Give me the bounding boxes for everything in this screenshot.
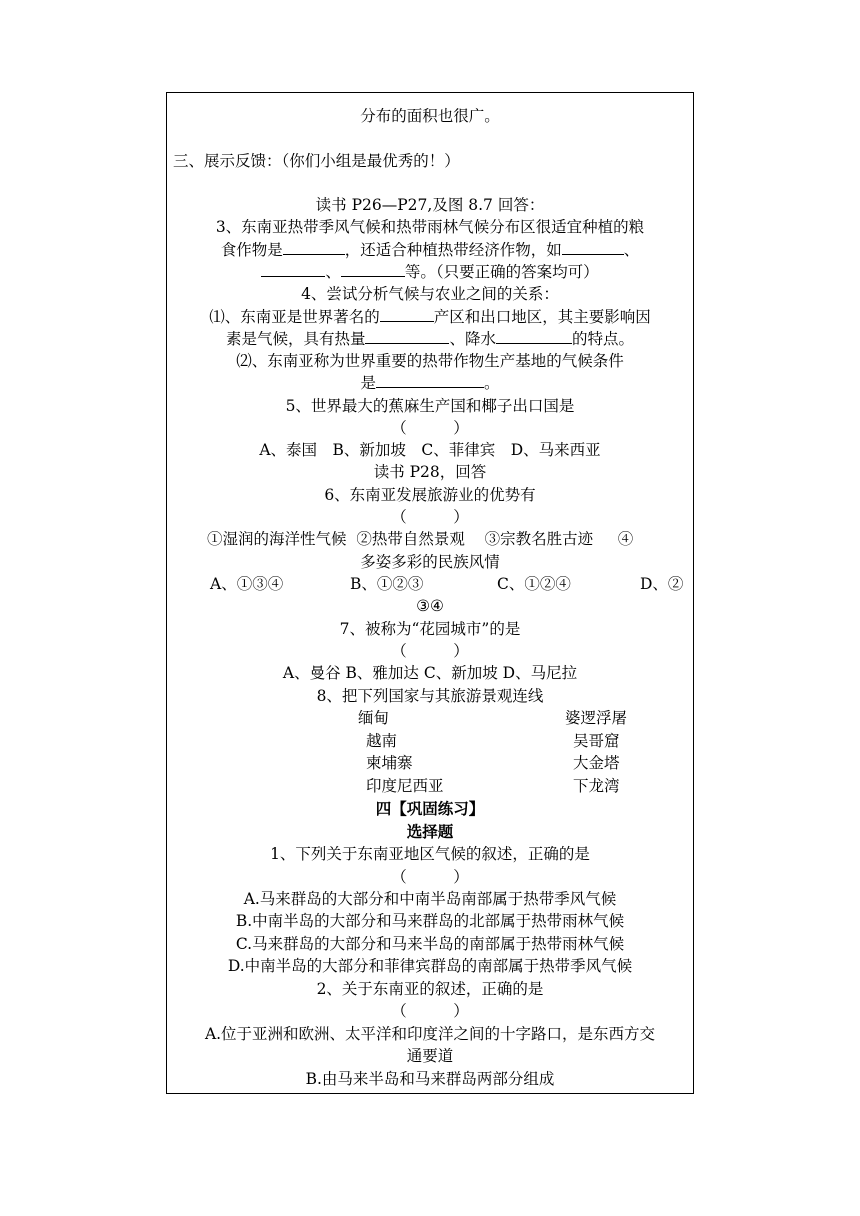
q4-part1-line1: ⑴、东南亚是世界著名的 产区和出口地区，其主要影响因 [209, 308, 651, 326]
q7-answer-paren[interactable]: （ ） [391, 642, 469, 660]
q3-line1: 3、东南亚热带季风气候和热带雨林气候分布区很适宜种植的粮 [215, 218, 645, 236]
q8-sight[interactable]: 下龙湾 [573, 777, 620, 795]
q8-country[interactable]: 印度尼西亚 [366, 777, 444, 795]
q6-option-d: D、② [640, 575, 684, 593]
q8-country[interactable]: 越南 [366, 732, 398, 750]
section3-heading: 三、展示反馈：（你们小组是最优秀的！） [173, 152, 460, 170]
s4-q2-answer-paren[interactable]: （ ） [391, 1002, 469, 1020]
q3-blank-crop1[interactable] [562, 240, 624, 255]
q6-option-d-cont: ③④ [416, 597, 444, 615]
q4-part1-line2: 素是气候，具有热量 、降水 的特点。 [225, 330, 635, 348]
q8-country[interactable]: 柬埔寨 [366, 754, 413, 772]
q6-items-line2: 多姿多彩的民族风情 [360, 553, 500, 571]
q3-blank-grain[interactable] [283, 240, 345, 255]
q6-items-line1: ①湿润的海洋性气候 ②热带自然景观 ③宗教名胜古迹 ④ [207, 530, 634, 548]
q8-sight[interactable]: 吴哥窟 [573, 732, 620, 750]
q7-stem: 7、被称为“花园城市”的是 [339, 620, 521, 638]
q8-country[interactable]: 缅甸 [358, 709, 390, 727]
q6-stem: 6、东南亚发展旅游业的优势有 [324, 486, 536, 504]
s4-q1-option-c: C.马来群岛的大部分和马来半岛的南部属于热带雨林气候 [235, 935, 625, 953]
q4-blank-heat[interactable] [365, 329, 449, 344]
q5-answer-paren[interactable]: （ ） [391, 419, 469, 437]
q4-title: 4、尝试分析气候与农业之间的关系： [301, 285, 559, 303]
q6-answer-paren[interactable]: （ ） [391, 508, 469, 526]
s4-q1-answer-paren[interactable]: （ ） [391, 868, 469, 886]
q4-blank-rain[interactable] [496, 329, 572, 344]
s4-q2-option-a-line2: 通要道 [406, 1047, 454, 1065]
q8-stem: 8、把下列国家与其旅游景观连线 [316, 687, 544, 705]
read-instruction-1: 读书 P26—P27,及图 8.7 回答： [315, 196, 545, 214]
section4-heading: 四【巩固练习】 [375, 799, 485, 818]
s4-q2-stem: 2、关于东南亚的叙述，正确的是 [316, 980, 544, 998]
q4-part2-line2: 是 。 [360, 374, 500, 392]
s4-q1-stem: 1、下列关于东南亚地区气候的叙述，正确的是 [270, 845, 590, 863]
q4-blank-climate[interactable] [376, 373, 484, 388]
q5-stem: 5、世界最大的蕉麻生产国和椰子出口国是 [285, 397, 575, 415]
read-instruction-2: 读书 P28，回答 [373, 463, 487, 481]
q3-blank-crop2[interactable] [261, 262, 325, 277]
s4-q2-option-a-line1: A.位于亚洲和欧洲、太平洋和印度洋之间的十字路口，是东西方交 [204, 1025, 656, 1043]
s4-q1-option-a: A.马来群岛的大部分和中南半岛南部属于热带季风气候 [243, 890, 617, 908]
q6-option-c: C、①②④ [497, 575, 571, 593]
s4-q2-option-b: B.由马来半岛和马来群岛两部分组成 [305, 1070, 555, 1088]
q3-line3: 、 等。（只要正确的答案均可） [166, 262, 694, 282]
q6-option-b: B、①②③ [350, 575, 424, 593]
q7-options: A、曼谷 B、雅加达 C、新加坡 D、马尼拉 [282, 664, 578, 682]
q4-part2-line1: ⑵、东南亚称为世界重要的热带作物生产基地的气候条件 [236, 352, 624, 370]
q3-blank-crop3[interactable] [341, 262, 405, 277]
s4-q1-option-d: D.中南半岛的大部分和菲律宾群岛的南部属于热带季风气候 [227, 957, 633, 975]
q3-line2: 食作物是 ，还适合种植热带经济作物，如 、 [220, 241, 640, 259]
q6-option-a: A、①③④ [210, 575, 284, 593]
intro-tail: 分布的面积也很广。 [360, 107, 500, 125]
s4-q1-option-b: B.中南半岛的大部分和马来群岛的北部属于热带雨林气候 [235, 912, 625, 930]
section4-subheading: 选择题 [406, 822, 454, 841]
q4-blank-product[interactable] [380, 307, 434, 322]
q5-options: A、泰国 B、新加坡 C、菲律宾 D、马来西亚 [259, 441, 601, 459]
q8-sight[interactable]: 大金塔 [573, 754, 620, 772]
q8-sight[interactable]: 婆逻浮屠 [565, 709, 628, 727]
